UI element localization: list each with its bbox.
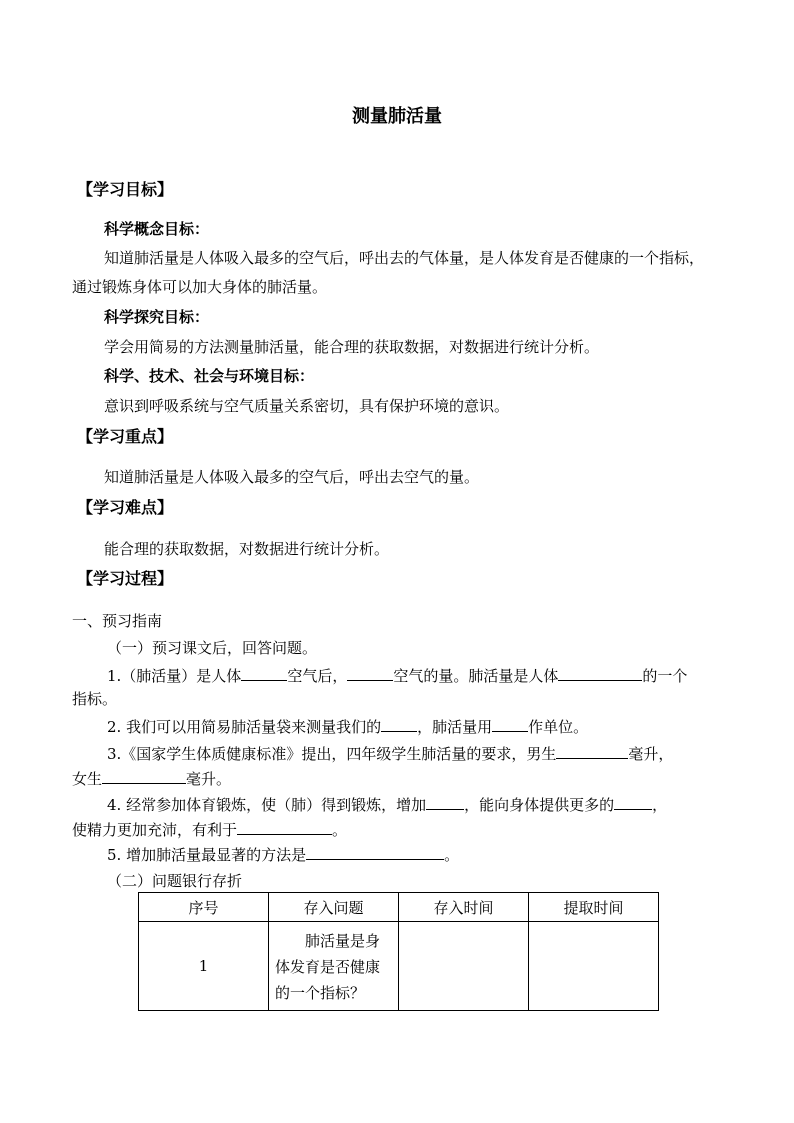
q2-text-b: ，肺活量用 <box>417 718 493 736</box>
header-deposit-time: 存入时间 <box>399 893 529 922</box>
bank-heading: （二）问题银行存折 <box>107 872 243 890</box>
q3-text-d: 毫升。 <box>186 770 232 788</box>
row-no: 1 <box>139 922 269 1011</box>
header-withdraw-time: 提取时间 <box>529 893 659 922</box>
q4-text-a: 4. 经常参加体育锻炼，使（肺）得到锻炼，增加 <box>107 796 427 814</box>
q2-text-a: 2. 我们可以用简易肺活量袋来测量我们的 <box>107 718 382 736</box>
preview-heading: 一、预习指南 <box>72 612 163 630</box>
sci-inquiry-text: 学会用简易的方法测量肺活量，能合理的获取数据，对数据进行统计分析。 <box>104 338 600 356</box>
q5-text-b: 。 <box>444 846 460 864</box>
sci-concept-label: 科学概念目标： <box>104 220 210 238</box>
q2-blank-2 <box>492 716 528 732</box>
q4-text-e: 。 <box>332 821 348 839</box>
q1-text-c: 空气的量。肺活量是人体 <box>393 667 559 685</box>
q1-text-a: 1.（肺活量）是人体 <box>107 667 242 685</box>
objectives-heading: 【学习目标】 <box>77 180 174 199</box>
question-2 <box>107 716 588 737</box>
question-bank-table <box>138 892 659 1011</box>
q5-text-a: 5. 增加肺活量最显著的方法是 <box>107 846 307 864</box>
question-1-line2: 指标。 <box>72 690 118 708</box>
header-question: 存入问题 <box>269 893 399 922</box>
question-5 <box>107 844 459 865</box>
question-3-line2 <box>72 768 231 789</box>
sci-inquiry-label: 科学探究目标： <box>104 308 210 326</box>
row-deposit-time[interactable] <box>399 922 529 1011</box>
q4-text-d: 使精力更加充沛，有利于 <box>72 821 238 839</box>
q3-blank-1 <box>556 743 628 759</box>
table-row <box>139 922 659 1011</box>
question-4 <box>107 794 667 815</box>
q3-blank-2 <box>102 768 186 784</box>
q1-blank-3 <box>558 665 642 681</box>
q2-text-c: 作单位。 <box>528 718 589 736</box>
sci-concept-line2: 通过锻炼身体可以加大身体的肺活量。 <box>72 278 328 296</box>
question-4-line2 <box>72 819 347 840</box>
q5-blank-1 <box>306 844 444 860</box>
sci-concept-line1: 知道肺活量是人体吸入最多的空气后，呼出去的气体量，是人体发育是否健康的一个指标， <box>104 249 705 267</box>
difficulty-heading: 【学习难点】 <box>77 498 174 517</box>
q1-blank-2 <box>347 665 393 681</box>
q4-text-c: ， <box>652 796 668 814</box>
q1-text-d: 的一个 <box>642 667 688 685</box>
sts-label: 科学、技术、社会与环境目标： <box>104 367 315 385</box>
q4-text-b: ，能向身体提供更多的 <box>464 796 615 814</box>
question-3 <box>107 743 673 764</box>
difficulty-text: 能合理的获取数据，对数据进行统计分析。 <box>104 540 390 558</box>
sts-text: 意识到呼吸系统与空气质量关系密切，具有保护环境的意识。 <box>104 397 510 415</box>
key-text: 知道肺活量是人体吸入最多的空气后，呼出去空气的量。 <box>104 468 480 486</box>
q1-text-b: 空气后， <box>287 667 348 685</box>
row-withdraw-time[interactable] <box>529 922 659 1011</box>
q3-text-b: 毫升， <box>628 745 674 763</box>
page-title: 测量肺活量 <box>352 106 442 127</box>
question-1 <box>107 665 687 686</box>
key-heading: 【学习重点】 <box>77 427 174 446</box>
q3-text-a: 3.《国家学生体质健康标准》提出，四年级学生肺活量的要求，男生 <box>107 745 557 763</box>
q3-text-c: 女生 <box>72 770 103 788</box>
process-heading: 【学习过程】 <box>77 569 174 588</box>
row-question: 肺活量是身体发育是否健康的一个指标？ <box>269 922 399 1011</box>
q4-blank-1 <box>426 794 464 810</box>
q4-blank-3 <box>237 819 332 835</box>
preview-subheading: （一）预习课文后，回答问题。 <box>107 639 318 657</box>
table-header-row <box>139 893 659 922</box>
q4-blank-2 <box>614 794 652 810</box>
header-no: 序号 <box>139 893 269 922</box>
q1-blank-1 <box>241 665 287 681</box>
q2-blank-1 <box>381 716 417 732</box>
